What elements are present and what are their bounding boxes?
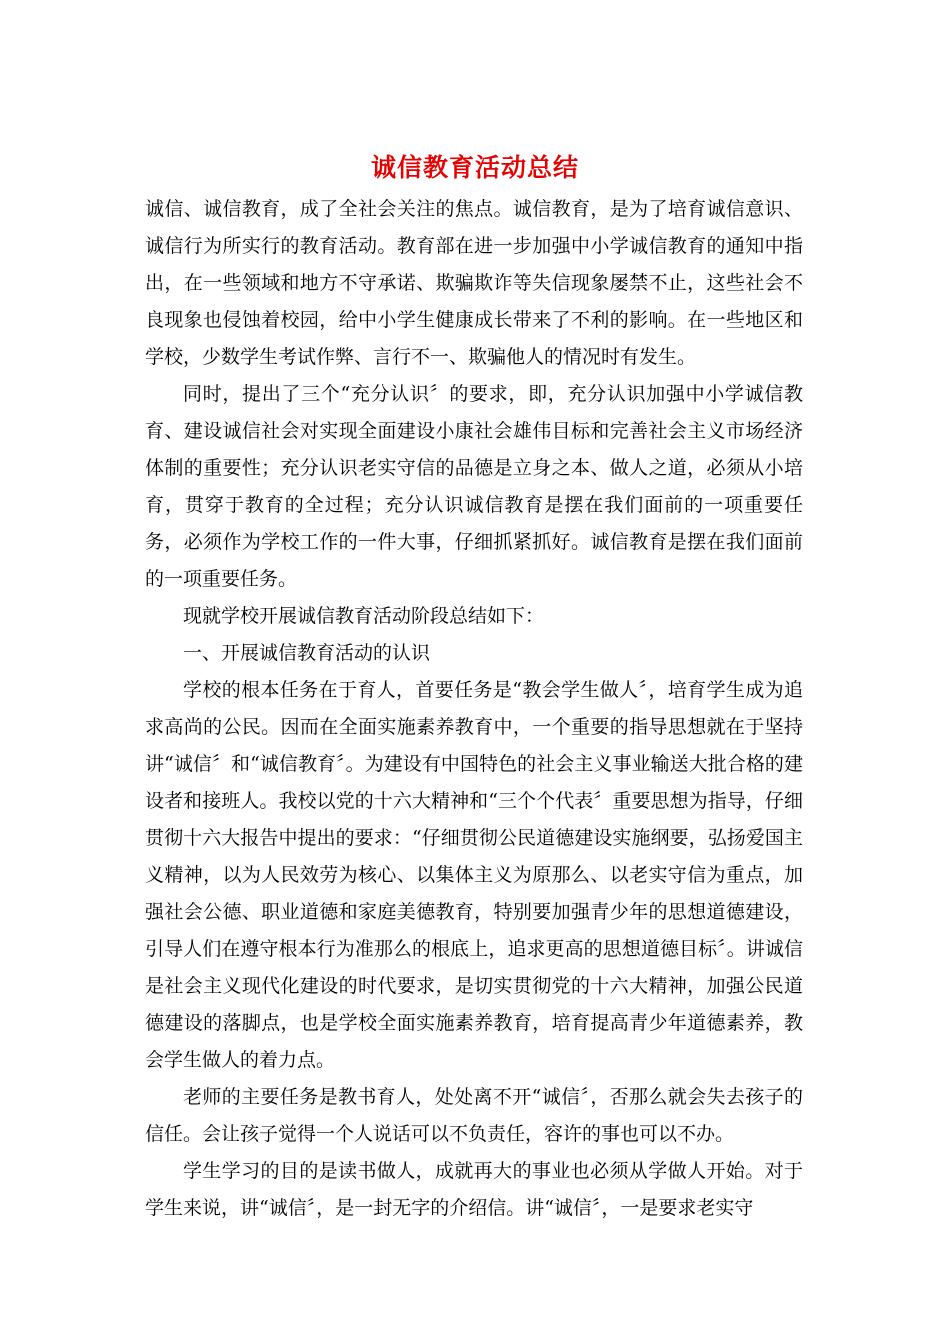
paragraph-summary-lead: 现就学校开展诚信教育活动阶段总结如下： xyxy=(183,605,545,627)
document-title: 诚信教育活动总结 xyxy=(370,153,579,182)
document-body xyxy=(145,191,803,1227)
paragraph-school-task: 学校的根本任务在于育人，首要任务是“教会学生做人〞，培育学生成为追求高尚的公民。因而在全面实施素养教育中，一个重要的指导思想就在于坚持讲“诚信〞和“诚信教育〞。为建设有中国特色的社会主义事业输送大批合格的建设者和接班人。我校以党的十六大精神和“三个个代表〞重要思想为指导，仔细贯彻十六大报告中提出的要求：“仔细贯彻公民道德建设实施纲要，弘扬爱国主义精神，以为人民效劳为核心、以集体主义为原那么、以老实守信为重点，加强社会公德、职业道德和家庭美德教育，特别要加强青少年的思想道德建设，引导人们在遵守根本行为准那么的根底上，追求更高的思想道德目标〞。讲诚信是社会主义现代化建设的时代要求，是切实贯彻党的十六大精神，加强公民道德建设的落脚点，也是学校全面实施素养教育，培育提高青少年道德素养，教会学生做人的着力点。 xyxy=(145,679,803,1071)
paragraph-intro: 诚信、诚信教育，成了全社会关注的焦点。诚信教育，是为了培育诚信意识、诚信行为所实行的教育活动。教育部在进一步加强中小学诚信教育的通知中指出，在一些领域和地方不守承诺、欺骗欺诈等失信现象屡禁不止，这些社会不良现象也侵蚀着校园，给中小学生健康成长带来了不利的影响。在一些地区和学校，少数学生考试作弊、言行不一、欺骗他人的情况时有发生。 xyxy=(145,198,803,368)
paragraph-student-purpose: 学生学习的目的是读书做人，成就再大的事业也必须从学做人开始。对于学生来说，讲“诚信〞，是一封无字的介绍信。讲“诚信〞，一是要求老实守 xyxy=(145,1160,803,1219)
paragraph-requirements: 同时，提出了三个“充分认识〞的要求，即，充分认识加强中小学诚信教育、建设诚信社会对实现全面建设小康社会雄伟目标和完善社会主义市场经济体制的重要性；充分认识老实守信的品德是立身之本、做人之道，必须从小培育，贯穿于教育的全过程；充分认识诚信教育是摆在我们面前的一项重要任务，必须作为学校工作的一件大事，仔细抓紧抓好。诚信教育是摆在我们面前的一项重要任务。 xyxy=(145,383,803,590)
paragraph-teacher-task: 老师的主要任务是教书育人，处处离不开“诚信〞，否那么就会失去孩子的信任。会让孩子觉得一个人说话可以不负责任，容许的事也可以不办。 xyxy=(145,1086,803,1145)
section-heading-1: 一、开展诚信教育活动的认识 xyxy=(183,642,431,664)
